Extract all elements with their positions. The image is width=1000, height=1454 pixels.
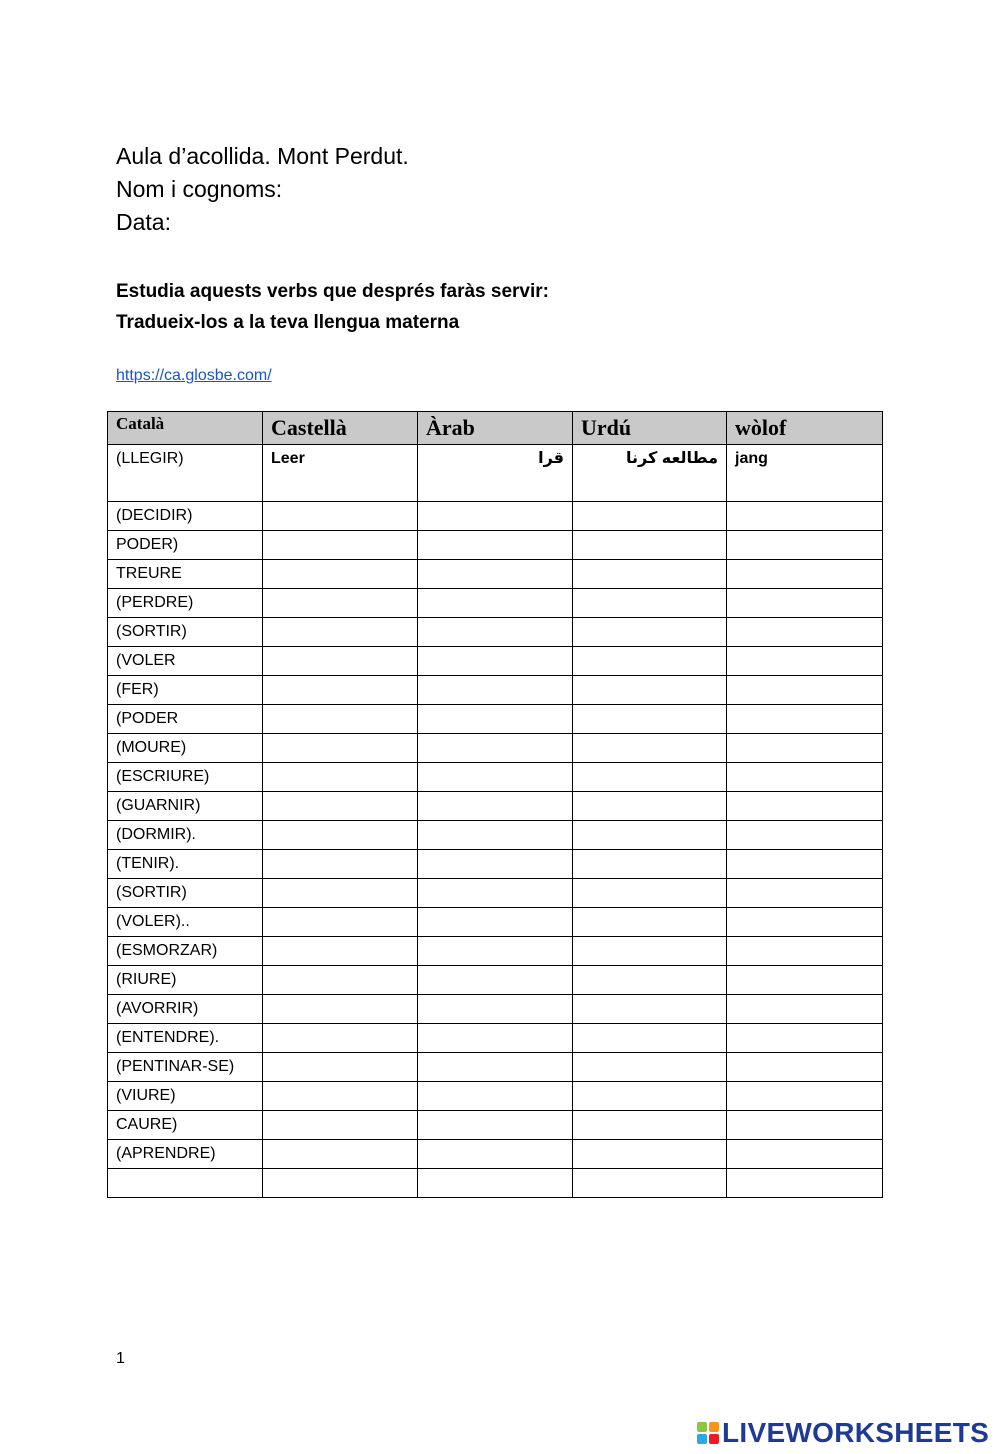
table-row <box>108 850 883 879</box>
table-row <box>108 502 883 531</box>
table-row <box>108 908 883 937</box>
arab-answer-cell[interactable] <box>418 1024 573 1053</box>
table-row <box>108 1169 883 1198</box>
verb-cell: (AVORRIR) <box>108 995 263 1024</box>
logo-square <box>697 1422 707 1432</box>
col-header-urdu: Urdú <box>573 412 727 445</box>
castella-answer-cell[interactable] <box>263 966 418 995</box>
arab-answer-cell[interactable] <box>418 908 573 937</box>
urdu-answer-cell[interactable] <box>573 966 727 995</box>
table-row <box>108 995 883 1024</box>
wolof-answer-cell[interactable] <box>727 879 883 908</box>
verb-cell: TREURE <box>108 560 263 589</box>
urdu-answer-cell[interactable] <box>573 1111 727 1140</box>
arab-answer-cell[interactable] <box>418 1111 573 1140</box>
verb-cell: (TENIR). <box>108 850 263 879</box>
wolof-answer-cell[interactable] <box>727 647 883 676</box>
wolof-answer-cell[interactable] <box>727 1024 883 1053</box>
castella-answer-cell[interactable] <box>263 647 418 676</box>
logo-text: LIVEWORKSHEETS <box>722 1417 990 1448</box>
col-header-wolof: wòlof <box>727 412 883 445</box>
table-row <box>108 1053 883 1082</box>
urdu-answer-cell[interactable] <box>573 763 727 792</box>
urdu-answer-cell[interactable] <box>573 705 727 734</box>
verb-cell: (RIURE) <box>108 966 263 995</box>
verb-cell: (ENTENDRE). <box>108 1024 263 1053</box>
urdu-answer-cell[interactable] <box>573 734 727 763</box>
wolof-answer-cell[interactable] <box>727 995 883 1024</box>
urdu-answer-cell[interactable] <box>573 879 727 908</box>
table-row <box>108 821 883 850</box>
table-row <box>108 589 883 618</box>
table-header-row <box>108 412 883 445</box>
wolof-answer-cell[interactable] <box>727 966 883 995</box>
urdu-answer-cell[interactable] <box>573 1140 727 1169</box>
arab-answer-cell[interactable] <box>418 995 573 1024</box>
wolof-answer-cell[interactable] <box>727 908 883 937</box>
verb-cell: (DORMIR). <box>108 821 263 850</box>
verb-cell: CAURE) <box>108 1111 263 1140</box>
verb-cell: (DECIDIR) <box>108 502 263 531</box>
table-row <box>108 676 883 705</box>
table-row <box>108 1024 883 1053</box>
verb-cell: (ESMORZAR) <box>108 937 263 966</box>
urdu-answer-cell[interactable] <box>573 676 727 705</box>
verb-cell: (SORTIR) <box>108 618 263 647</box>
castella-answer-cell[interactable] <box>263 937 418 966</box>
castella-answer-cell[interactable] <box>263 1111 418 1140</box>
wolof-answer-cell[interactable] <box>727 792 883 821</box>
arab-answer-cell[interactable] <box>418 589 573 618</box>
logo-mark-icon <box>697 1422 719 1444</box>
urdu-answer-cell[interactable] <box>573 502 727 531</box>
arab-answer-cell[interactable] <box>418 937 573 966</box>
castella-answer-cell[interactable] <box>263 531 418 560</box>
date-label: Data: <box>116 209 171 235</box>
verb-cell: (PODER <box>108 705 263 734</box>
arab-answer-cell[interactable] <box>418 676 573 705</box>
wolof-answer-cell[interactable] <box>727 821 883 850</box>
urdu-answer-cell[interactable] <box>573 937 727 966</box>
urdu-answer-cell[interactable] <box>573 647 727 676</box>
instructions <box>116 276 549 338</box>
table-row <box>108 560 883 589</box>
arab-answer-cell[interactable] <box>418 705 573 734</box>
wolof-answer-cell[interactable] <box>727 1140 883 1169</box>
wolof-answer-cell[interactable] <box>727 850 883 879</box>
table-row-example <box>108 445 883 502</box>
urdu-answer-cell[interactable] <box>573 589 727 618</box>
urdu-answer-cell[interactable] <box>573 1169 727 1198</box>
arab-answer-cell[interactable] <box>418 1082 573 1111</box>
arab-answer-cell[interactable] <box>418 647 573 676</box>
col-header-catala: Català <box>108 412 263 445</box>
castella-answer-cell[interactable] <box>263 763 418 792</box>
wolof-answer-cell[interactable] <box>727 937 883 966</box>
arab-answer-cell[interactable] <box>418 792 573 821</box>
wolof-answer-cell[interactable] <box>727 1053 883 1082</box>
table-row <box>108 1111 883 1140</box>
urdu-answer-cell[interactable] <box>573 792 727 821</box>
table-row <box>108 618 883 647</box>
logo-square <box>709 1422 719 1432</box>
wolof-answer-cell[interactable] <box>727 502 883 531</box>
table-row <box>108 705 883 734</box>
wolof-answer-cell[interactable] <box>727 1169 883 1198</box>
col-header-castella: Castellà <box>263 412 418 445</box>
urdu-answer-cell[interactable] <box>573 618 727 647</box>
table-row <box>108 647 883 676</box>
urdu-answer-cell[interactable] <box>573 821 727 850</box>
arab-answer[interactable]: قرا <box>418 445 573 502</box>
verb-cell: (FER) <box>108 676 263 705</box>
verb-cell: (LLEGIR) <box>108 445 263 502</box>
verb-cell: (APRENDRE) <box>108 1140 263 1169</box>
wolof-answer-cell[interactable] <box>727 705 883 734</box>
wolof-answer-cell[interactable] <box>727 1111 883 1140</box>
verbs-table <box>107 411 883 1198</box>
urdu-answer-cell[interactable] <box>573 1053 727 1082</box>
castella-answer-cell[interactable] <box>263 705 418 734</box>
castella-answer[interactable]: Leer <box>263 445 418 502</box>
verb-cell: (VOLER).. <box>108 908 263 937</box>
arab-answer-cell[interactable] <box>418 618 573 647</box>
verb-cell: (MOURE) <box>108 734 263 763</box>
castella-answer-cell[interactable] <box>263 1140 418 1169</box>
table-row <box>108 966 883 995</box>
instruction-study: Estudia aquests verbs que després faràs servir: <box>116 281 549 302</box>
arab-answer-cell[interactable] <box>418 734 573 763</box>
urdu-answer-cell[interactable] <box>573 908 727 937</box>
table-row <box>108 1140 883 1169</box>
arab-answer-cell[interactable] <box>418 531 573 560</box>
urdu-answer-cell[interactable] <box>573 995 727 1024</box>
castella-answer-cell[interactable] <box>263 618 418 647</box>
verb-cell: (PENTINAR-SE) <box>108 1053 263 1082</box>
table-row <box>108 734 883 763</box>
castella-answer-cell[interactable] <box>263 676 418 705</box>
verb-cell: (GUARNIR) <box>108 792 263 821</box>
verb-cell: (ESCRIURE) <box>108 763 263 792</box>
urdu-answer-cell[interactable] <box>573 1082 727 1111</box>
wolof-answer-cell[interactable] <box>727 589 883 618</box>
instruction-translate: Tradueix-los a la teva llengua materna <box>116 312 460 333</box>
worksheet-header <box>116 140 409 239</box>
castella-answer-cell[interactable] <box>263 734 418 763</box>
castella-answer-cell[interactable] <box>263 821 418 850</box>
urdu-answer-cell[interactable] <box>573 560 727 589</box>
castella-answer-cell[interactable] <box>263 1053 418 1082</box>
castella-answer-cell[interactable] <box>263 879 418 908</box>
arab-answer-cell[interactable] <box>418 879 573 908</box>
verb-cell: PODER) <box>108 531 263 560</box>
castella-answer-cell[interactable] <box>263 1024 418 1053</box>
verb-cell: (SORTIR) <box>108 879 263 908</box>
verb-cell: (VOLER <box>108 647 263 676</box>
liveworksheets-logo[interactable] <box>697 1418 989 1448</box>
table-row <box>108 792 883 821</box>
glosbe-link[interactable]: https://ca.glosbe.com/ <box>116 367 272 384</box>
verb-cell <box>108 1169 263 1198</box>
castella-answer-cell[interactable] <box>263 1082 418 1111</box>
castella-answer-cell[interactable] <box>263 589 418 618</box>
wolof-answer-cell[interactable] <box>727 560 883 589</box>
verb-cell: (PERDRE) <box>108 589 263 618</box>
castella-answer-cell[interactable] <box>263 1169 418 1198</box>
arab-answer-cell[interactable] <box>418 821 573 850</box>
page-number: 1 <box>116 1350 125 1367</box>
table-row <box>108 937 883 966</box>
wolof-answer[interactable]: jang <box>727 445 883 502</box>
table-row <box>108 1082 883 1111</box>
urdu-answer-cell[interactable] <box>573 850 727 879</box>
arab-answer-cell[interactable] <box>418 1169 573 1198</box>
arab-answer-cell[interactable] <box>418 1140 573 1169</box>
castella-answer-cell[interactable] <box>263 850 418 879</box>
arab-answer-cell[interactable] <box>418 850 573 879</box>
table-row <box>108 879 883 908</box>
castella-answer-cell[interactable] <box>263 560 418 589</box>
wolof-answer-cell[interactable] <box>727 734 883 763</box>
arab-answer-cell[interactable] <box>418 502 573 531</box>
verb-cell: (VIURE) <box>108 1082 263 1111</box>
castella-answer-cell[interactable] <box>263 995 418 1024</box>
class-title: Aula d’acollida. Mont Perdut. <box>116 143 409 169</box>
arab-answer-cell[interactable] <box>418 966 573 995</box>
table-row <box>108 763 883 792</box>
arab-answer-cell[interactable] <box>418 560 573 589</box>
arab-answer-cell[interactable] <box>418 1053 573 1082</box>
castella-answer-cell[interactable] <box>263 792 418 821</box>
urdu-answer-cell[interactable] <box>573 1024 727 1053</box>
wolof-answer-cell[interactable] <box>727 763 883 792</box>
col-header-arab: Àrab <box>418 412 573 445</box>
logo-square <box>697 1434 707 1444</box>
castella-answer-cell[interactable] <box>263 502 418 531</box>
arab-answer-cell[interactable] <box>418 763 573 792</box>
logo-square <box>709 1434 719 1444</box>
urdu-answer-cell[interactable] <box>573 531 727 560</box>
table-row <box>108 531 883 560</box>
name-label: Nom i cognoms: <box>116 176 283 202</box>
wolof-answer-cell[interactable] <box>727 618 883 647</box>
wolof-answer-cell[interactable] <box>727 676 883 705</box>
castella-answer-cell[interactable] <box>263 908 418 937</box>
wolof-answer-cell[interactable] <box>727 1082 883 1111</box>
urdu-answer[interactable]: مطالعه کرنا <box>573 445 727 502</box>
wolof-answer-cell[interactable] <box>727 531 883 560</box>
